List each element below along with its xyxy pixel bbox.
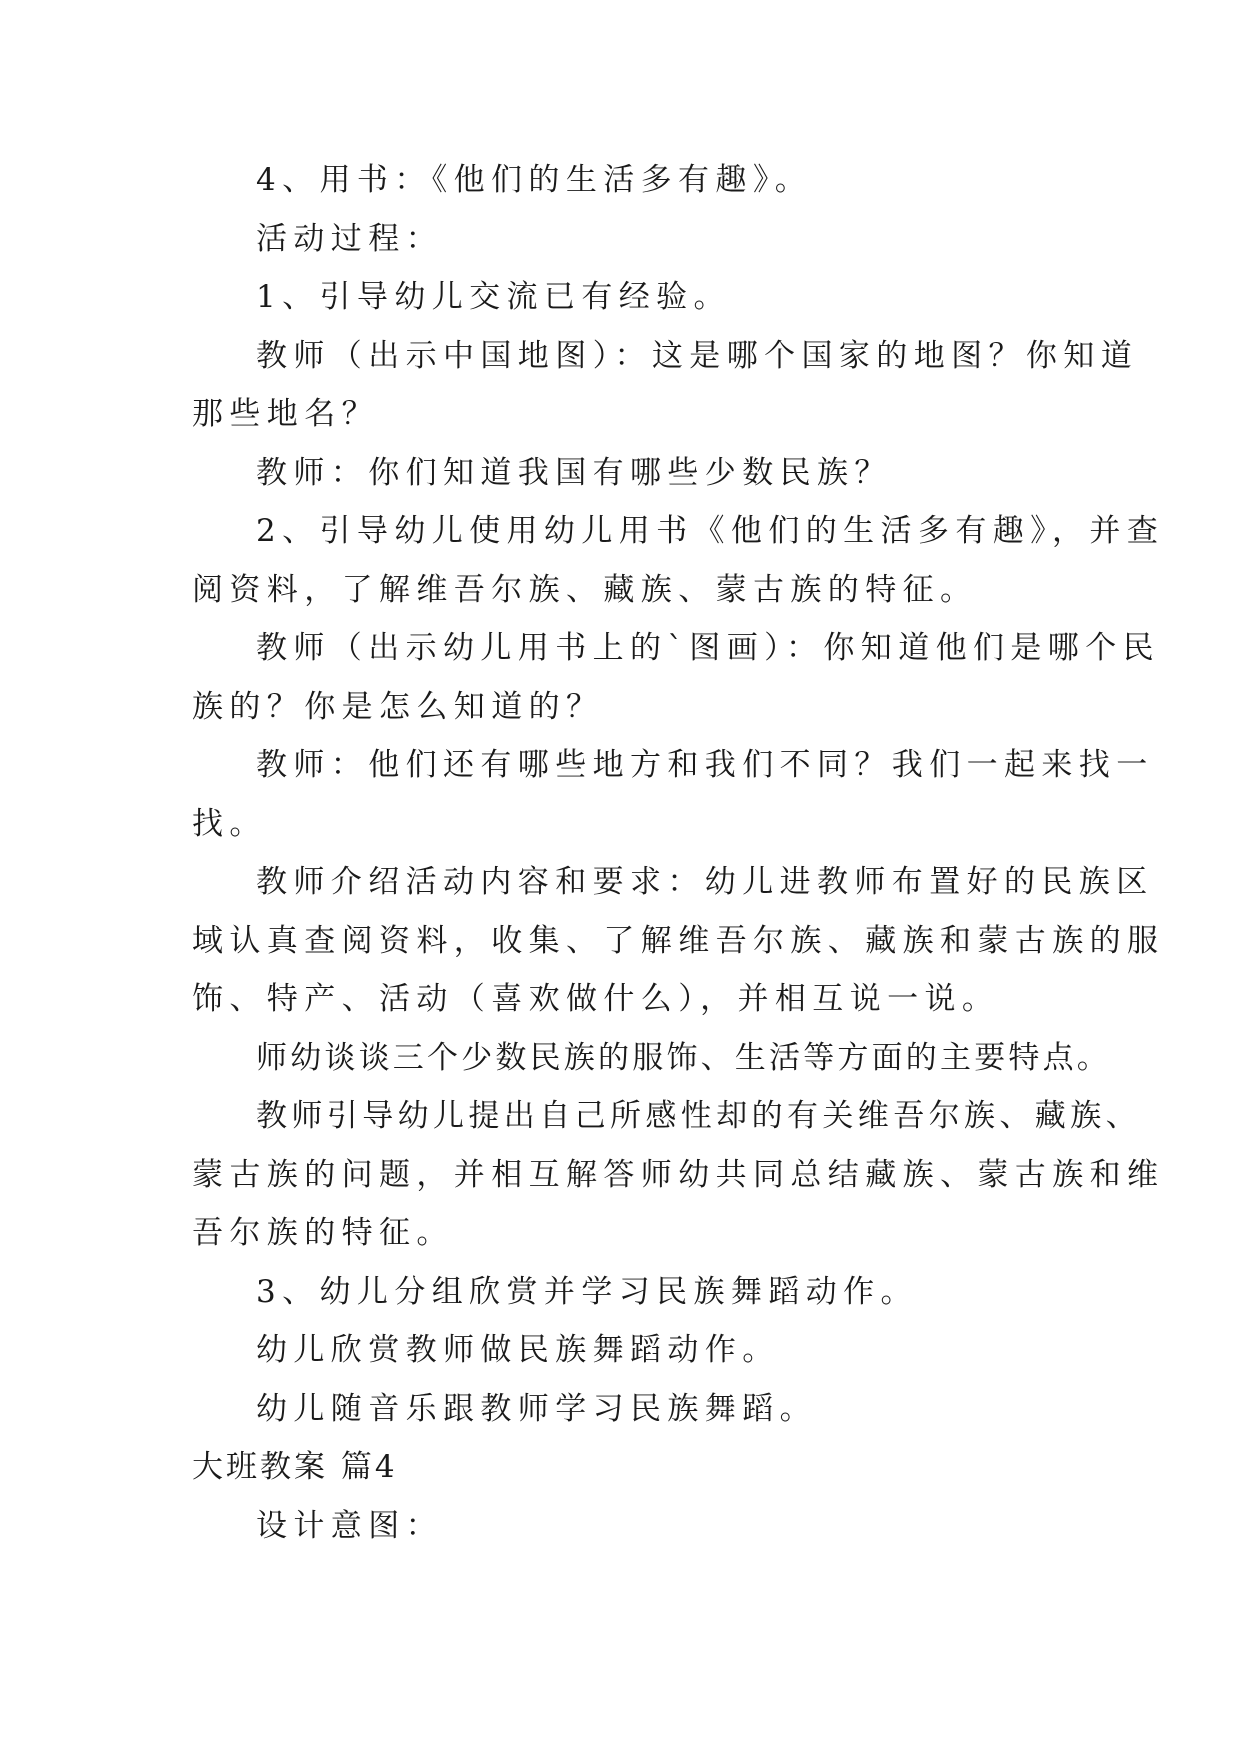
paragraph-line: 活动过程： [256, 221, 443, 257]
paragraph-line: 师幼谈谈三个少数民族的服饰、生活等方面的主要特点。 [256, 1040, 1111, 1076]
paragraph-line: 蒙古族的问题，并相互解答师幼共同总结藏族、蒙古族和维 [192, 1157, 1165, 1193]
paragraph-line: 教师引导幼儿提出自己所感性却的有关维吾尔族、藏族、 [256, 1098, 1141, 1134]
paragraph-line: 2、引导幼儿使用幼儿用书《他们的生活多有趣》，并查 [256, 513, 1165, 549]
paragraph-line: 幼儿欣赏教师做民族舞蹈动作。 [256, 1332, 780, 1368]
paragraph-line: 教师介绍活动内容和要求：幼儿进教师布置好的民族区 [256, 864, 1154, 900]
paragraph-line: 域认真查阅资料，收集、了解维吾尔族、藏族和蒙古族的服 [192, 923, 1165, 959]
paragraph-line: 教师（出示幼儿用书上的`图画）：你知道他们是哪个民 [256, 630, 1160, 666]
paragraph-line: 找。 [192, 806, 267, 842]
paragraph-line: 教师：他们还有哪些地方和我们不同？我们一起来找一 [256, 747, 1154, 783]
paragraph-line: 吾尔族的特征。 [192, 1215, 454, 1251]
paragraph-line: 1、引导幼儿交流已有经验。 [256, 279, 731, 315]
paragraph-line: 设计意图： [256, 1508, 443, 1544]
paragraph-line: 饰、特产、活动（喜欢做什么），并相互说一说。 [192, 981, 1000, 1017]
paragraph-line: 教师：你们知道我国有哪些少数民族？ [256, 455, 892, 491]
paragraph-line: 幼儿随音乐跟教师学习民族舞蹈。 [256, 1391, 817, 1427]
paragraph-line: 族的？你是怎么知道的？ [192, 689, 604, 725]
paragraph-line: 阅资料，了解维吾尔族、藏族、蒙古族的特征。 [192, 572, 978, 608]
paragraph-line: 4、用书：《他们的生活多有趣》。 [256, 162, 813, 198]
paragraph-line: 3、幼儿分组欣赏并学习民族舞蹈动作。 [256, 1274, 918, 1310]
paragraph-line: 教师（出示中国地图）：这是哪个国家的地图？你知道 [256, 338, 1139, 374]
section-heading: 大班教案 篇4 [192, 1449, 398, 1485]
paragraph-line: 那些地名？ [192, 396, 379, 432]
